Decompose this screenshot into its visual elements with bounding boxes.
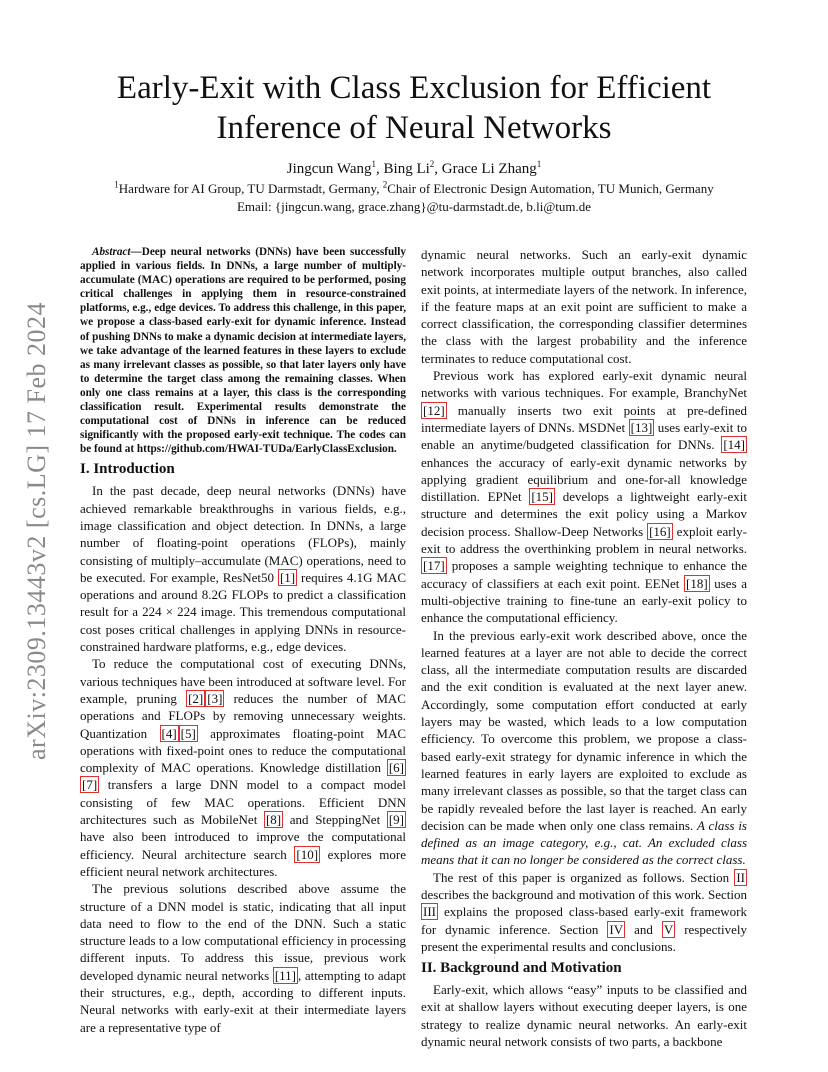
affiliation-mark: 1 — [114, 179, 119, 190]
paragraph: The previous solutions described above assume the structure of a DNN model is static, indicating that all input data need to flow to the end of the DNN. Such a static structure leads to a low computational efficiency in processing different inputs. To address this issue, previous work developed dynamic neural networks [11] , attempting to adapt their structures, e.g., depth, according to different inputs. Neural networks with early-exit at their intermediate layers are a representative type of — [80, 881, 406, 1035]
affiliation-2: Chair of Electronic Design Automation, TU Munich, Germany — [387, 181, 714, 196]
citation-link[interactable]: [2] — [188, 690, 204, 706]
definition-emphasis: A class is defined as an image category, e.g., cat. An excluded class means that it can no longer be considered as the correct class. — [421, 817, 747, 868]
citation-link[interactable]: [14] — [723, 437, 745, 453]
affiliation-mark: 2 — [429, 159, 435, 169]
paragraph: In the past decade, deep neural networks (DNNs) have achieved remarkable breakthroughs in various fields, e.g., image classification and object detection. In DNNs, a large number of floating-point operations (FLOPs), mainly consisting of multiply–accumulate (MAC) operations, need to be executed. For example, ResNet50 [1] requires 4.1G MAC operations and around 8.2G FLOPs to predict a classification result for a 224 × 224 image. This tremendous computational cost poses critical challenges in applying DNNs in resource-constrained hardware platforms, e.g., edge devices. — [80, 483, 406, 655]
left-column — [80, 245, 406, 1036]
citation-link[interactable]: [15] — [531, 489, 553, 505]
abstract — [80, 245, 406, 456]
section-link[interactable]: III — [423, 904, 436, 920]
section-link[interactable]: V — [663, 921, 674, 937]
author-name: Bing Li — [383, 161, 430, 177]
abstract-label: Abstract — [92, 246, 131, 258]
citation-link[interactable]: [11] — [274, 967, 297, 983]
paragraph: In the previous early-exit work described above, once the learned features at a layer are not able to decide the correct class, all the intermediate computation results are discarded and the exit condition is evaluated at the next layer anew. Accordingly, some computation effort conducted at early layers may be wasted, which leads to a low computation efficiency. To overcome this problem, we propose a class-based early-exit strategy for dynamic inference in which the learned features in early layers are exploited to exclude as many irrelevant classes as possible, so that the target class can be rapidly revealed before the last layer is reached. An early decision can be made when only one class remains. A class is defined as an image category, e.g., cat. An excluded class means that it can no longer be considered as the correct class. — [421, 627, 747, 868]
paragraph: To reduce the computational cost of executing DNNs, various techniques have been introduced at software level. For example, pruning [2] [3] reduces the number of MAC operations and FLOPs by removing unnecessary weights. Quantization [4] [5] approximates floating-point MAC operations with fixed-point ones to reduce the computational complexity of MAC operations. Knowledge distillation [6][7] transfers a large DNN model to a compact model consisting of few MAC operations. Efficient DNN architectures such as MobileNet [8] and SteppingNet [9] have also been introduced to improve the computational efficiency. Neural architecture search [10] explores more efficient neural network architectures. — [80, 656, 407, 879]
citation-link[interactable]: [13] — [630, 419, 653, 435]
paragraph: Previous work has explored early-exit dynamic neural networks with various techniques. For example, BranchyNet [12] manually inserts two exit points at pre-defined intermediate layers of DNNs. MSDNet [13] uses early-exit to enable an anytime/budgeted classification for DNNs. [14] enhances the accuracy of early-exit dynamic networks by applying gradient equilibrium and one-for-all knowledge distillation. EPNet [15] develops a lightweight early-exit structure and determines the exit policy using a Markov decision process. Shallow-Deep Networks [16] exploit early-exit to address the overthinking problem in neural networks. [17] proposes a sample weighting technique to enhance the accuracy of classifiers at each exit point. EENet [18] uses a multi-objective training to fine-tune an early-exit policy to enhance the computational efficiency. — [421, 368, 747, 626]
right-column — [421, 246, 747, 1050]
citation-link[interactable]: [10] — [296, 846, 319, 862]
paragraph: dynamic neural networks. Such an early-exit dynamic network incorporates multiple output branches, also called exit points, at intermediate layers of the network. In inference, if the feature maps at an exit point are sufficient to make a correct classification, the corresponding classifier determines the class with the largest probability and the inference terminates to reduce computational cost. — [421, 247, 747, 366]
author-name: Grace Li Zhang — [441, 161, 537, 177]
citation-link[interactable]: [3] — [207, 690, 223, 706]
citation-link[interactable]: [1] — [279, 569, 296, 585]
affiliation-mark: 2 — [382, 179, 388, 190]
email-line: Email: {jingcun.wang, grace.zhang}@tu-darmstadt.de, b.li@tum.de — [236, 199, 592, 214]
citation-link[interactable]: [6] — [388, 760, 404, 776]
citation-link[interactable]: [17] — [423, 558, 445, 574]
section-link[interactable]: II — [736, 869, 745, 885]
section-heading-introduction: I. Introduction — [80, 461, 175, 478]
author-name: Jingcun Wang — [286, 161, 372, 177]
citation-link[interactable]: [5] — [180, 725, 196, 741]
affiliation-1: Hardware for AI Group, TU Darmstadt, Germany, — [118, 181, 380, 196]
citation-link[interactable]: [8] — [265, 812, 282, 828]
abstract-text: —Deep neural networks (DNNs) have been successfully applied in various fields. In DNNs, a large number of multiply-accumulate (MAC) operations are required to be performed, posing critical challenges in applying them in resource-constrained platforms, e.g., edge devices. To address this challenge, in this paper, we propose a class-based early-exit for dynamic inference. Instead of pushing DNNs to make a dynamic decision at intermediate layers, we take advantage of the learned features in these layers to exclude as many irrelevant classes as possible, so that later layers only have to determine the target class among the remaining classes. When only one class remains at a layer, this class is the corresponding classification result. Experimental results demonstrate the computational cost of DNNs in inference can be reduced significantly with the proposed early-exit technique. The codes can be found at https://github.com/HWAI-TUDa/EarlyClassExclusion. — [80, 246, 406, 456]
affiliation-mark: 1 — [536, 159, 542, 169]
citation-link[interactable]: [9] — [388, 812, 405, 828]
citation-link[interactable]: [16] — [649, 523, 671, 539]
paragraph: The rest of this paper is organized as follows. Section II describes the background and motivation of this work. Section III explains the proposed class-based early-exit framework for dynamic inference. Section IV and V respectively present the experimental results and conclusions. — [421, 869, 747, 954]
section-heading-background: II. Background and Motivation — [421, 960, 622, 977]
arxiv-sidebar-stamp: arXiv:2309.13443v2 [cs.LG] 17 Feb 2024 — [22, 301, 51, 760]
affiliation-mark: 1 — [371, 159, 377, 169]
paper-title: Early-Exit with Class Exclusion for Efficient Inference of Neural Networks — [116, 70, 712, 146]
citation-link[interactable]: [12] — [423, 402, 445, 418]
affiliations — [60, 180, 768, 197]
section-link[interactable]: IV — [609, 921, 624, 937]
author-list: Jingcun Wang$^1$, Bing Li$^2$, Grace Li Zhang$^1$ — [286, 159, 542, 177]
citation-link[interactable]: [18] — [685, 575, 708, 591]
citation-link[interactable]: [7] — [82, 777, 98, 793]
citation-link[interactable]: [4] — [161, 725, 177, 741]
paragraph: Early-exit, which allows “easy” inputs to be classified and exit at shallow layers without executing deeper layers, is one strategy to realize dynamic neural networks. An early-exit dynamic neural network consists of two parts, a backbone — [421, 982, 747, 1050]
